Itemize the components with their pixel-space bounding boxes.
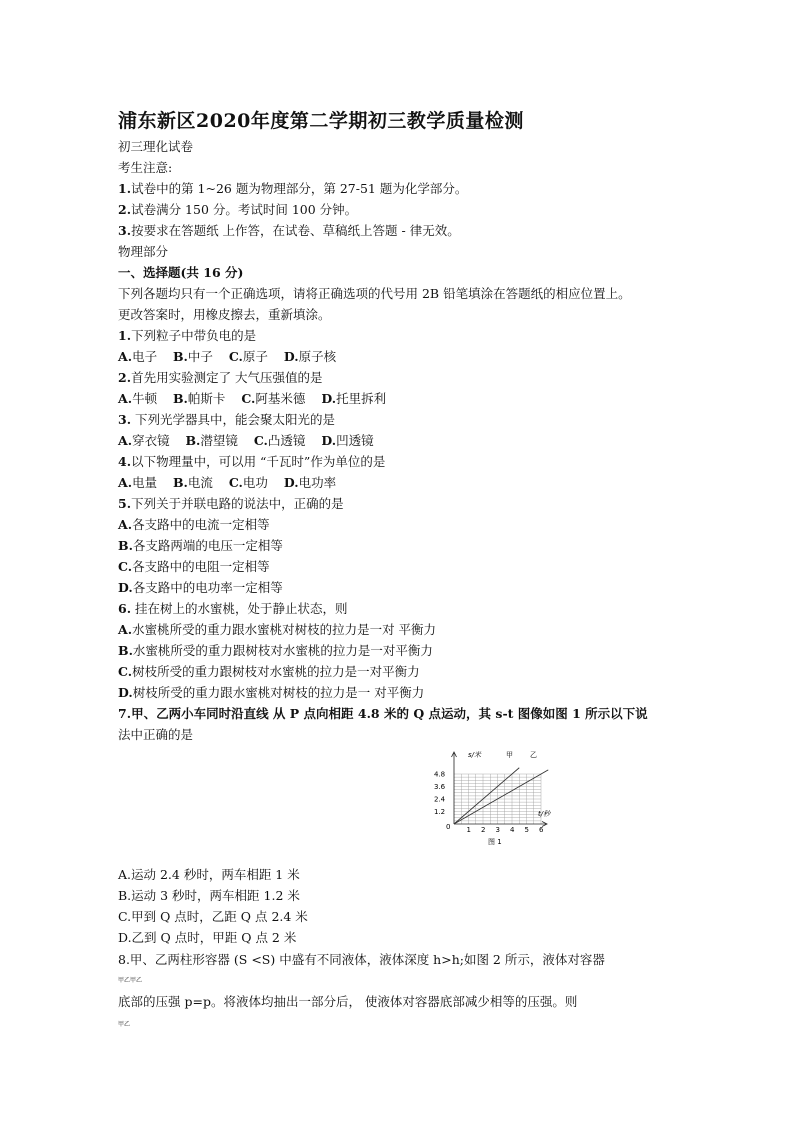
question-5-option-a (118, 517, 270, 533)
option-text: 原子 (242, 349, 268, 364)
notice-header: 考生注意: (118, 160, 173, 175)
question-8-line-1: 8.甲、乙两柱形容器 (S <S) 中盛有不同液体，液体深度 h>h;如图 2 所示，液体对容器 (118, 952, 605, 967)
question-7-option-a: A.运动 2.4 秒时，两车相距 1 米 (118, 867, 300, 882)
figure-1-st-graph (432, 748, 567, 850)
x-tick-label: 2 (481, 826, 486, 834)
option-text: 电子 (132, 349, 158, 364)
option-text: 水蜜桃所受的重力跟树枝对水蜜桃的拉力是一对平衡力 (132, 643, 433, 658)
x-tick-label: 6 (539, 826, 544, 834)
option-text: 牛顿 (132, 391, 158, 406)
question-7-option-c: C.甲到 Q 点时，乙距 Q 点 2.4 米 (118, 909, 308, 924)
option-text: 潜望镜 (200, 433, 238, 448)
option-letter: C. (228, 475, 243, 490)
question-text: 挂在树上的水蜜桃，处于静止状态，则 (131, 601, 348, 616)
option-letter: D. (321, 433, 337, 448)
option-text: 电流 (187, 475, 213, 490)
question-5-option-d (118, 580, 283, 596)
question-6-option-c (118, 664, 420, 680)
question-7-option-d: D.乙到 Q 点时，甲距 Q 点 2 米 (118, 930, 297, 945)
notice-2 (118, 202, 357, 218)
option-letter: C. (118, 664, 133, 679)
question-text: 下列关于并联电路的说法中，正确的是 (131, 496, 344, 511)
question-8-line-2: 底部的压强 p=p。将液体均抽出一部分后， 使液体对容器底部减少相等的压强。则 (118, 994, 578, 1009)
option-letter: A. (118, 517, 133, 532)
option-text: 中子 (187, 349, 213, 364)
notice-number: 3. (118, 223, 132, 238)
question-6-stem (118, 601, 348, 617)
option-text: 电功 (242, 475, 268, 490)
option-text: 树枝所受的重力跟水蜜桃对树枝的拉力是一 对平衡力 (132, 685, 425, 700)
option-text: 电功率 (298, 475, 337, 490)
notice-number: 2. (118, 202, 132, 217)
notice-number: 1. (118, 181, 132, 196)
option-text: 凹透镜 (336, 433, 374, 448)
instruction-line-1: 下列各题均只有一个正确选项，请将正确选项的代号用 2B 铅笔填涂在答题纸的相应位置上。 (118, 286, 631, 301)
figure-caption: 图 1 (488, 838, 502, 846)
question-6-option-b (118, 643, 433, 659)
question-text: 下列光学器具中，能会聚太阳光的是 (131, 412, 336, 427)
question-7-stem-line-2: 法中正确的是 (118, 727, 194, 742)
page-title: 浦东新区2020年度第二学期初三教学质量检测 (118, 110, 524, 132)
question-2-options (118, 391, 386, 407)
question-number: 5. (118, 496, 132, 511)
option-letter: B. (118, 538, 133, 553)
option-text: 托里拆利 (336, 391, 387, 406)
option-text: 树枝所受的重力跟树枝对水蜜桃的拉力是一对平衡力 (132, 664, 420, 679)
question-text: 以下物理量中，可以用 “千瓦时”作为单位的是 (131, 454, 386, 469)
section-label: 物理部分 (118, 244, 169, 259)
question-4-options (118, 475, 336, 491)
question-text: 首先用实验测定了 大气压强值的是 (131, 370, 323, 385)
y-tick-label: 4.8 (434, 770, 446, 779)
question-7-option-b: B.运动 3 秒时，两车相距 1.2 米 (118, 888, 300, 903)
question-5-option-c (118, 559, 270, 575)
notice-text: 试卷中的第 1~26 题为物理部分，第 27-51 题为化学部分。 (131, 181, 468, 196)
option-letter: C. (118, 559, 133, 574)
option-letter: A. (118, 433, 133, 448)
notice-text: 按要求在答题纸 上作答，在试卷、草稿纸上答题 - 律无效。 (131, 223, 460, 238)
y-tick-label: 2.4 (434, 795, 446, 804)
x-axis-label: t/秒 (538, 810, 551, 818)
question-6-option-a (118, 622, 436, 638)
option-letter: D. (118, 580, 133, 595)
question-2-stem (118, 370, 323, 386)
y-tick-label: 3.6 (434, 783, 446, 791)
subtitle: 初三理化试卷 (118, 139, 194, 154)
option-text: 帕斯卡 (187, 391, 226, 406)
option-text: 各支路两端的电压一定相等 (132, 538, 283, 553)
option-text: 各支路中的电流一定相等 (132, 517, 270, 532)
x-tick-label: 4 (510, 826, 515, 834)
option-letter: A. (118, 349, 133, 364)
question-7-stem-line-1 (118, 706, 648, 722)
question-6-option-d (118, 685, 424, 701)
option-text: 各支路中的电功率一定相等 (132, 580, 283, 595)
x-tick-label: 1 (466, 826, 471, 834)
series-label-yi: 乙 (530, 751, 537, 759)
question-1-options (118, 349, 336, 365)
option-letter: A. (118, 475, 133, 490)
option-text: 水蜜桃所受的重力跟水蜜桃对树枝的拉力是一对 平衡力 (132, 622, 437, 637)
option-letter: B. (172, 391, 188, 406)
series-line-yi (454, 770, 548, 824)
question-number: 1. (118, 328, 132, 343)
series-label-jia: 甲 (506, 751, 513, 759)
question-number: 4. (118, 454, 132, 469)
option-letter: B. (172, 475, 188, 490)
option-letter: B. (185, 433, 201, 448)
option-text: 凸透镜 (267, 433, 306, 448)
question-5-stem (118, 496, 344, 512)
question-number: 3. (118, 412, 132, 427)
option-letter: A. (118, 391, 133, 406)
origin-label: 0 (446, 823, 451, 831)
option-letter: C. (253, 433, 268, 448)
option-text: 各支路中的电阻一定相等 (132, 559, 270, 574)
question-number: 2. (118, 370, 132, 385)
part-heading: 一、选择题(共 16 分) (118, 265, 244, 280)
x-tick-label: 5 (524, 826, 529, 834)
x-tick-label: 3 (495, 826, 500, 834)
option-letter: D. (283, 475, 299, 490)
option-letter: D. (118, 685, 133, 700)
question-text: 甲、乙两小车同时沿直线 从 P 点向相距 4.8 米的 Q 点运动，其 s-t 图像如图 1 所示以下说 (131, 706, 648, 721)
option-letter: D. (321, 391, 337, 406)
question-3-options (118, 433, 374, 449)
notice-text: 试卷满分 150 分。考试时间 100 分钟。 (131, 202, 358, 217)
option-text: 电量 (132, 475, 158, 490)
subscript-row-1: 甲乙甲乙 (118, 977, 143, 984)
option-letter: D. (283, 349, 299, 364)
option-text: 阿基米德 (255, 391, 306, 406)
option-letter: A. (118, 622, 133, 637)
y-axis-label: s/米 (468, 751, 482, 759)
question-number: 7. (118, 706, 132, 721)
instruction-line-2: 更改答案时，用橡皮擦去，重新填涂。 (118, 307, 331, 322)
subscript-row-2: 甲乙 (118, 1021, 131, 1028)
question-5-option-b (118, 538, 283, 554)
notice-1 (118, 181, 467, 197)
question-1-stem (118, 328, 256, 344)
question-text: 下列粒子中带负电的是 (131, 328, 257, 343)
option-text: 穿衣镜 (132, 433, 170, 448)
question-4-stem (118, 454, 385, 470)
option-letter: B. (172, 349, 188, 364)
question-3-stem (118, 412, 335, 428)
question-number: 6. (118, 601, 132, 616)
notice-3 (118, 223, 460, 239)
option-text: 原子核 (298, 349, 337, 364)
y-tick-label: 1.2 (434, 808, 446, 816)
option-letter: C. (241, 391, 256, 406)
option-letter: B. (118, 643, 133, 658)
option-letter: C. (228, 349, 243, 364)
graph-axes (452, 752, 548, 827)
